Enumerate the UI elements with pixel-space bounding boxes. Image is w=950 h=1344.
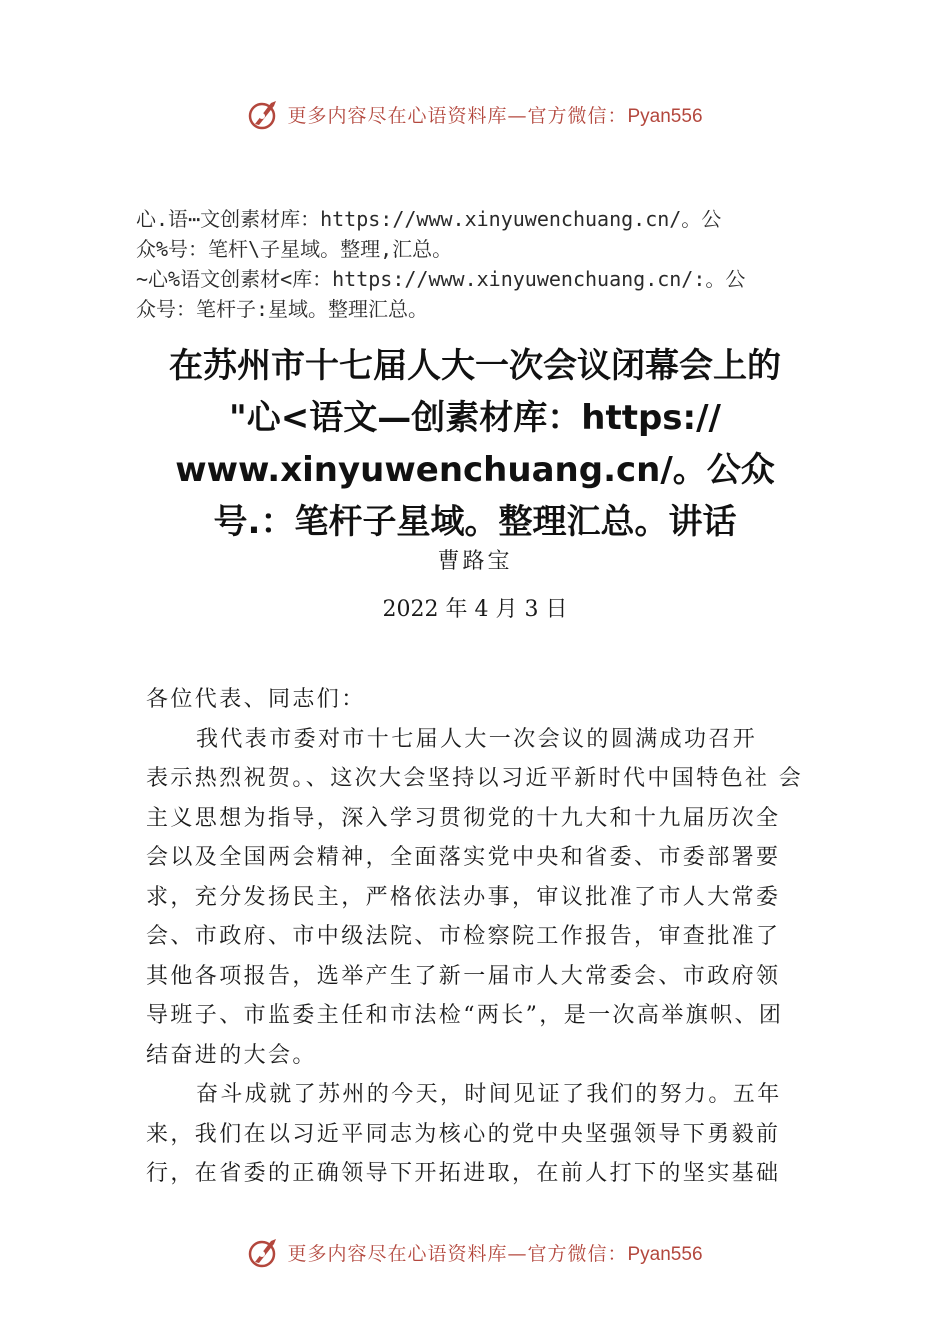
wechat-id: Pyan556 — [627, 105, 703, 127]
body-line: 求，充分发扬民主，严格依法办事，审议批准了市人大常委 — [146, 884, 781, 910]
speech-body — [146, 680, 816, 1194]
body-line: 结奋进的大会。 — [146, 1042, 317, 1068]
quill-logo-icon — [247, 1235, 281, 1269]
body-line: 我代表市委对市十七届人大一次会议的圆满成功召开 — [196, 726, 758, 752]
body-line: 行，在省委的正确领导下开拓进取，在前人打下的坚实基础 — [146, 1161, 781, 1186]
salutation: 各位代表、同志们： — [146, 687, 366, 712]
document-title — [120, 340, 830, 548]
author-name: 曹路宝 — [437, 549, 513, 574]
wechat-id: Pyan556 — [627, 1243, 703, 1265]
body-line: 会、市政府、市中级法院、市检察院工作报告，审查批准了 — [146, 924, 781, 949]
body-line: 奋斗成就了苏州的今天，时间见证了我们的努力。五年 — [196, 1082, 782, 1107]
watermark-text-block — [136, 204, 826, 324]
title-line: 号.：笔杆子星域。整理汇总。讲话 — [213, 502, 737, 542]
watermark-line: 众%号：笔杆\子星域。整理,汇总。 — [136, 237, 453, 261]
title-line: "心<语文—创素材库：https:// — [229, 398, 721, 438]
header-banner — [0, 94, 950, 134]
title-line: 在苏州市十七届人大一次会议闭幕会上的 — [169, 346, 781, 386]
banner-text: 更多内容尽在心语资料库—官方微信：Pyan556 — [287, 1242, 703, 1265]
body-line: 来，我们在以习近平同志为核心的党中央坚强领导下勇毅前 — [146, 1121, 781, 1147]
body-line: 会以及全国两会精神，全面落实党中央和省委、市委部署要 — [146, 845, 781, 870]
watermark-line: 心.语⋯文创素材库：https://www.xinyuwenchuang.cn/。公 — [136, 207, 722, 231]
footer-banner — [0, 1232, 950, 1272]
body-line: 其他各项报告，选举产生了新一届市人大常委会、市政府领 — [146, 963, 781, 989]
body-line: 表示热烈祝贺。、这次大会坚持以习近平新时代中国特色社 会 — [146, 766, 804, 791]
watermark-line: 众号：笔杆子:星域。整理汇总。 — [136, 297, 429, 321]
speech-date: 2022 年 4 月 3 日 — [382, 597, 568, 622]
banner-text: 更多内容尽在心语资料库—官方微信：Pyan556 — [287, 104, 703, 127]
quill-logo-icon — [247, 97, 281, 131]
body-line: 导班子、市监委主任和市法检“两长”，是一次高举旗帜、团 — [146, 1003, 784, 1028]
watermark-line: ~心%语文创素材<库：https://www.xinyuwenchuang.cn/:。公 — [136, 267, 746, 291]
body-line: 主义思想为指导，深入学习贯彻党的十九大和十九届历次全 — [146, 805, 781, 831]
title-line: www.xinyuwenchuang.cn/。公众 — [175, 450, 775, 490]
